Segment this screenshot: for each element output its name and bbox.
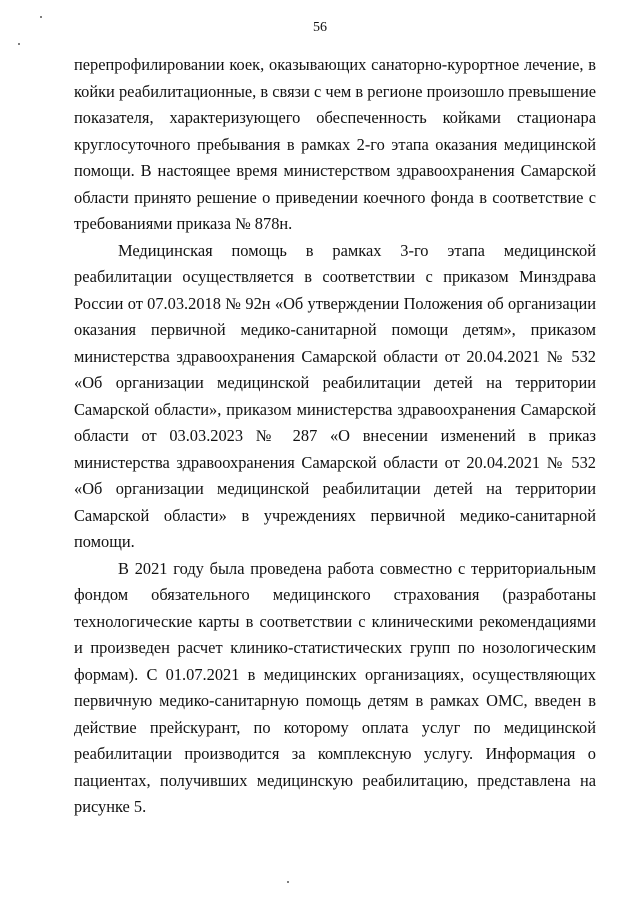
document-body [74, 52, 596, 821]
paragraph-2021-work: В 2021 году была проведена работа совместно с территориальным фондом обязательного медицинского страхования (разработаны технологические карты в соответствии с клиническими рекомендациями и произведен расчет клинико-статистических групп по нозологическим формам). С 01.07.2021 в медицинских организациях, осуществляющих первичную медико-санитарную помощь детям в рамках ОМС, введен в действие прейскурант, по которому оплата услуг по медицинской реабилитации производится за комплексную услугу. Информация о пациентах, получивших медицинскую реабилитацию, представлена на рисунке 5. [74, 558, 596, 816]
scan-speck [18, 43, 20, 45]
paragraph-continuation: перепрофилировании коек, оказывающих санаторно-курортное лечение, в койки реабилитационные, в связи с чем в регионе произошло превышение показателя, характеризующего обеспеченность койками стационара круглосуточного пребывания в рамках 2-го этапа оказания медицинской помощи. В настоящее время министерством здравоохранения Самарской области принято решение о приведении коечного фонда в соответствие с требованиями приказа № 878н. [74, 55, 596, 233]
scan-speck [40, 16, 42, 18]
page-number: 56 [313, 20, 327, 35]
scan-speck [287, 881, 289, 883]
paragraph-rehab-stage-3: Медицинская помощь в рамках 3-го этапа медицинской реабилитации осуществляется в соответствии с приказом Минздрава России от 07.03.2018 № 92н «Об утверждении Положения об организации оказания первичной медико-санитарной помощи детям», приказом министерства здравоохранения Самарской области от 20.04.2021 № 532 «Об организации медицинской реабилитации детей на территории Самарской области», приказом министерства здравоохранения Самарской области от 03.03.2023 № 287 «О внесении изменений в приказ министерства здравоохранения Самарской области от 20.04.2021 № 532 «Об организации медицинской реабилитации детей на территории Самарской области» в учреждениях первичной медико-санитарной помощи. [74, 240, 596, 551]
